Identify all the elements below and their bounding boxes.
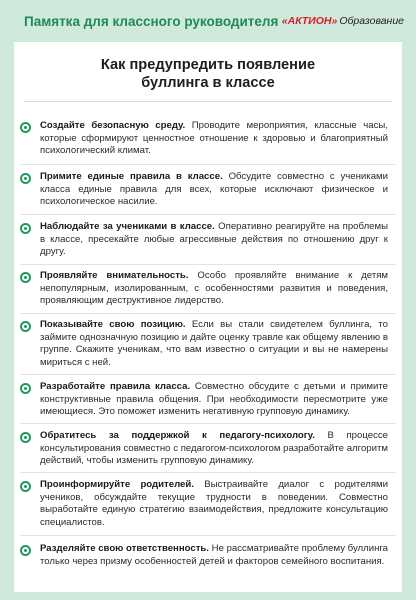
item-divider <box>20 535 396 536</box>
document-heading <box>14 56 402 92</box>
bullet-icon <box>20 321 31 332</box>
tip-body: В процессе консультирования совместно с педагогом-психологом разработайте алгоритм действий, чтобы изменить групповую динамику. <box>40 430 388 467</box>
memo-card <box>14 42 402 592</box>
tip-text <box>40 430 388 468</box>
heading-divider <box>24 101 392 102</box>
page-header-title: Памятка для классного руководителя <box>24 13 279 29</box>
item-divider <box>20 214 396 215</box>
list-item <box>14 270 402 316</box>
tip-body: Особо проявляйте внимание к детям непопулярным, изолированным, с особенностями развития и поведения, проявляющим деструктивное лидерство. <box>40 270 389 307</box>
tip-lead: Разработайте правила класса. <box>40 381 191 392</box>
item-divider <box>20 313 396 314</box>
tip-text <box>40 120 388 158</box>
tip-text <box>40 319 388 369</box>
tip-lead: Разделяйте свою ответственность. <box>40 543 209 554</box>
list-item <box>14 120 402 166</box>
bullet-icon <box>20 545 31 556</box>
list-item <box>14 221 402 267</box>
list-item <box>14 381 402 427</box>
tip-lead: Примите единые правила в классе. <box>40 171 223 182</box>
tip-text <box>40 270 388 308</box>
tip-lead: Обратитесь за поддержкой к педагогу-психологу. <box>40 430 315 441</box>
tip-lead: Наблюдайте за учениками в классе. <box>40 221 215 232</box>
tip-body: Оперативно реагируйте на проблемы в классе, пресекайте любые агрессивные действия по отношению друг к другу. <box>40 221 388 258</box>
tip-text <box>40 381 388 419</box>
list-item <box>14 543 402 589</box>
tip-lead: Проявляйте внимательность. <box>40 270 189 281</box>
tip-body: Проводите мероприятия, классные часы, которые сформируют ценностное отношение к здоровью и благоприятный психологический климат. <box>40 120 388 157</box>
tip-body: Выстраивайте диалог с родителями учеников, обсуждайте текущие трудности в поведении. Совместно выработайте единую стратегию взаимодействия, предложите консультацию специалистов. <box>40 479 388 528</box>
tip-body: Не рассматривайте проблему буллинга только через призму особенностей детей и факторов семейного воспитания. <box>40 543 389 567</box>
heading-line-1: Как предупредить появление <box>100 57 316 73</box>
heading-line-2: буллинга в классе <box>141 75 275 91</box>
tip-text <box>40 171 388 209</box>
item-divider <box>20 472 396 473</box>
tip-body: Если вы стали свидетелем буллинга, то займите однозначную позицию и дайте оценку травле как общему явлению в группе. Скажите ученикам, что вам известно о ситуации и вы не намерены мириться с ней. <box>40 319 388 368</box>
top-bar <box>0 0 416 42</box>
bullet-icon <box>20 383 31 394</box>
tip-text <box>40 479 388 529</box>
bullet-icon <box>20 272 31 283</box>
tip-text <box>40 543 388 568</box>
bullet-icon <box>20 122 31 133</box>
item-divider <box>20 374 396 375</box>
brand-logo-mark: «АКТИОН» <box>281 15 338 27</box>
item-divider <box>20 164 396 165</box>
tip-lead: Создайте безопасную среду. <box>40 120 186 131</box>
tip-lead: Проинформируйте родителей. <box>40 479 194 490</box>
list-item <box>14 479 402 528</box>
brand-logo-text: Образование <box>339 15 404 27</box>
list-item <box>14 171 402 217</box>
tip-body: Обсудите совместно с учениками класса единые правила для всех, которые исключают физическое и психологическое насилие. <box>40 171 388 208</box>
tip-body: Совместно обсудите с детьми и примите конструктивные правила общения. При необходимости пересмотрите уже имеющиеся. Это поможет изменить негативную групповую динамику. <box>40 381 388 418</box>
list-item <box>14 319 402 368</box>
item-divider <box>20 264 396 265</box>
list-item <box>14 430 402 476</box>
bullet-icon <box>20 481 31 492</box>
bullet-icon <box>20 432 31 443</box>
bullet-icon <box>20 173 31 184</box>
brand-logo <box>282 15 404 27</box>
bullet-icon <box>20 223 31 234</box>
item-divider <box>20 423 396 424</box>
tip-text <box>40 221 388 259</box>
tip-lead: Показывайте свою позицию. <box>40 319 186 330</box>
